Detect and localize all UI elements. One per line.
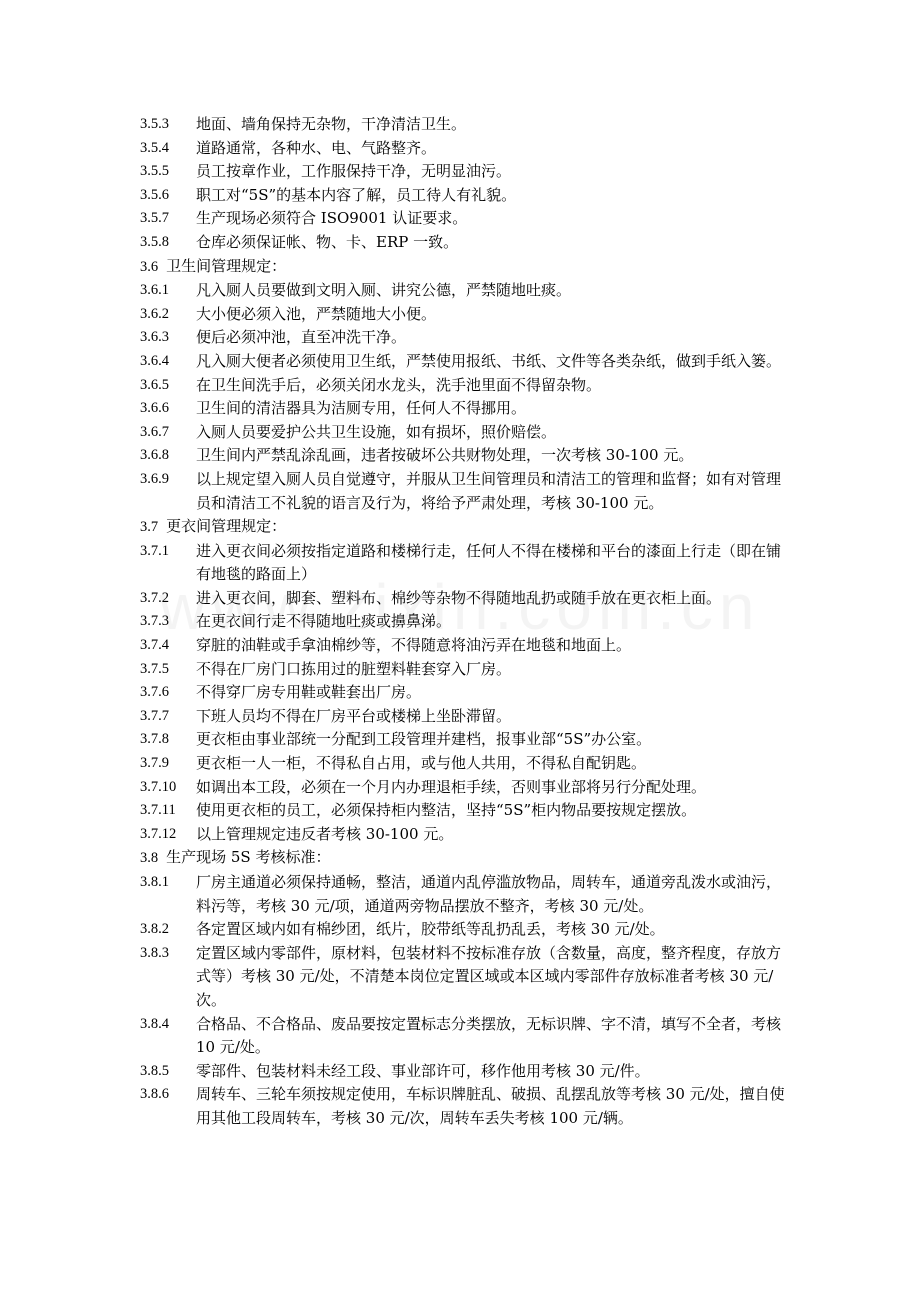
clause-number: 3.7.9 — [140, 755, 169, 772]
clause-number: 3.8.2 — [140, 921, 169, 938]
clause-text: 职工对“5S”的基本内容了解，员工待人有礼貌。 — [196, 185, 517, 204]
clause-item — [140, 918, 785, 942]
clause-number: 3.5.4 — [140, 139, 169, 156]
clause-number: 3.6.4 — [140, 352, 169, 369]
clause-text: 在更衣间行走不得随地吐痰或擤鼻涕。 — [196, 612, 452, 631]
clause-text: 地面、墙角保持无杂物，干净清洁卫生。 — [196, 115, 467, 133]
section-heading-number: 3.6 — [140, 258, 159, 275]
clause-text: 定置区域内零部件，原材料，包装材料不按标准存放（含数量，高度，整齐程度，存放方式等）考核 30 元/处，不清楚本岗位定置区域或本区域内零部件存放标准者考核 30 元/次。 — [196, 943, 782, 1009]
clause-number: 3.5.6 — [140, 186, 169, 203]
clause-text: 如调出本工段，必须在一个月内办理退柜手续，否则事业部将另行分配处理。 — [196, 777, 707, 796]
clause-item — [140, 587, 785, 611]
clause-text: 以上管理规定违反者考核 30-100 元。 — [196, 824, 454, 843]
clause-number: 3.7.1 — [140, 542, 169, 559]
section-heading — [140, 515, 785, 540]
clause-text: 进入更衣间必须按指定道路和楼梯行走，任何人不得在楼梯和平台的漆面上行走（即在铺有地毯的路面上） — [196, 541, 782, 584]
clause-number: 3.7.2 — [140, 589, 169, 606]
clause-number: 3.6.7 — [140, 423, 169, 440]
clause-number: 3.5.5 — [140, 163, 169, 180]
clause-item — [140, 776, 785, 800]
clause-item — [140, 444, 785, 468]
clause-item — [140, 468, 785, 515]
section-heading-text: 生产现场 5S 考核标准： — [166, 848, 331, 867]
clause-text: 穿脏的油鞋或手拿油棉纱等，不得随意将油污弄在地毯和地面上。 — [196, 636, 632, 655]
clause-item — [140, 705, 785, 729]
clause-item — [140, 137, 785, 161]
document-body — [140, 113, 785, 1131]
clause-text: 合格品、不合格品、废品要按定置标志分类摆放，无标识牌、字不清，填写不全者，考核 10 元/处。 — [196, 1014, 782, 1057]
clause-item — [140, 303, 785, 327]
clause-text: 以上规定望入厕人员自觉遵守，并服从卫生间管理员和清洁工的管理和监督；如有对管理员和清洁工不礼貌的语言及行为，将给予严肃处理，考核 30-100 元。 — [196, 469, 782, 512]
clause-item — [140, 1060, 785, 1084]
clause-item — [140, 397, 785, 421]
clause-item — [140, 184, 785, 208]
clause-text: 卫生间内严禁乱涂乱画，违者按破坏公共财物处理，一次考核 30-100 元。 — [196, 446, 694, 465]
clause-number: 3.5.3 — [140, 116, 169, 132]
clause-item — [140, 728, 785, 752]
clause-number: 3.6.3 — [140, 329, 169, 346]
clause-text: 凡入厕人员要做到文明入厕、讲究公德，严禁随地吐痰。 — [196, 281, 572, 300]
clause-item — [140, 942, 785, 1013]
clause-number: 3.7.5 — [140, 660, 169, 677]
section-heading-text: 卫生间管理规定： — [166, 256, 287, 275]
clause-number: 3.7.10 — [140, 778, 177, 795]
clause-text: 零部件、包装材料未经工段、事业部许可，移作他用考核 30 元/件。 — [196, 1061, 650, 1080]
clause-item — [140, 799, 785, 823]
clause-number: 3.7.12 — [140, 825, 177, 842]
clause-item — [140, 207, 785, 231]
clause-item — [140, 610, 785, 634]
clause-text: 更衣柜由事业部统一分配到工段管理并建档，报事业部“5S”办公室。 — [196, 730, 652, 749]
clause-number: 3.7.8 — [140, 731, 169, 748]
clause-item — [140, 540, 785, 587]
clause-text: 员工按章作业，工作服保持干净，无明显油污。 — [196, 162, 512, 181]
clause-item — [140, 350, 785, 374]
clause-text: 周转车、三轮车须按规定使用，车标识牌脏乱、破损、乱摆乱放等考核 30 元/处，擅自使用其他工段周转车，考核 30 元/次，周转车丢失考核 100 元/辆。 — [196, 1085, 785, 1127]
clause-text: 道路通常，各种水、电、气路整齐。 — [196, 138, 437, 157]
clause-item — [140, 160, 785, 184]
clause-text: 仓库必须保证帐、物、卡、ERP 一致。 — [196, 232, 459, 251]
clause-item — [140, 658, 785, 682]
clause-number: 3.8.1 — [140, 874, 169, 890]
clause-number: 3.7.3 — [140, 613, 169, 630]
clause-number: 3.8.5 — [140, 1062, 169, 1079]
clause-text: 使用更衣柜的员工，必须保持柜内整洁，坚持“5S”柜内物品要按规定摆放。 — [196, 801, 697, 820]
clause-item — [140, 231, 785, 255]
clause-number: 3.7.6 — [140, 684, 169, 701]
clause-number: 3.5.8 — [140, 233, 169, 250]
clause-item — [140, 871, 785, 918]
clause-number: 3.7.11 — [140, 802, 176, 819]
clause-item — [140, 752, 785, 776]
clause-text: 便后必须冲池，直至冲洗干净。 — [196, 328, 407, 347]
clause-number: 3.8.4 — [140, 1015, 169, 1032]
clause-item — [140, 634, 785, 658]
clause-number: 3.8.6 — [140, 1086, 169, 1103]
clause-number: 3.7.7 — [140, 707, 169, 724]
section-heading-number: 3.8 — [140, 850, 159, 867]
clause-text: 入厕人员要爱护公共卫生设施，如有损坏，照价赔偿。 — [196, 422, 557, 441]
clause-item — [140, 681, 785, 705]
clause-text: 下班人员均不得在厂房平台或楼梯上坐卧滞留。 — [196, 706, 512, 725]
clause-text: 卫生间的清洁器具为洁厕专用，任何人不得挪用。 — [196, 399, 527, 418]
clause-number: 3.8.3 — [140, 944, 169, 961]
clause-text: 大小便必须入池，严禁随地大小便。 — [196, 304, 437, 323]
clause-text: 进入更衣间，脚套、塑料布、棉纱等杂物不得随地乱扔或随手放在更衣柜上面。 — [196, 588, 722, 607]
clause-text: 厂房主通道必须保持通畅，整洁，通道内乱停滥放物品，周转车，通道旁乱泼水或油污，料污等，考核 30 元/项，通道两旁物品摆放不整齐，考核 30 元/处。 — [196, 873, 782, 915]
clause-number: 3.7.4 — [140, 637, 169, 654]
clause-number: 3.6.6 — [140, 400, 169, 417]
clause-text: 不得穿厂房专用鞋或鞋套出厂房。 — [196, 683, 422, 702]
clause-number: 3.6.5 — [140, 376, 169, 393]
clause-item — [140, 1083, 785, 1130]
clause-text: 生产现场必须符合 ISO9001 认证要求。 — [196, 209, 468, 228]
clause-item — [140, 326, 785, 350]
section-heading — [140, 255, 785, 280]
clause-text: 不得在厂房门口拣用过的脏塑料鞋套穿入厂房。 — [196, 659, 512, 678]
section-heading-number: 3.7 — [140, 519, 159, 536]
clause-text: 凡入厕大便者必须使用卫生纸，严禁使用报纸、书纸、文件等各类杂纸，做到手纸入篓。 — [196, 351, 782, 370]
clause-number: 3.6.9 — [140, 470, 169, 487]
clause-number: 3.6.1 — [140, 282, 169, 299]
clause-text: 各定置区域内如有棉纱团，纸片，胶带纸等乱扔乱丢，考核 30 元/处。 — [196, 920, 665, 939]
clause-item — [140, 421, 785, 445]
clause-number: 3.6.8 — [140, 447, 169, 464]
clause-item — [140, 823, 785, 847]
clause-number: 3.6.2 — [140, 305, 169, 322]
clause-text: 更衣柜一人一柜，不得私自占用，或与他人共用，不得私自配钥匙。 — [196, 754, 647, 773]
section-heading — [140, 846, 785, 871]
section-heading-text: 更衣间管理规定： — [166, 517, 287, 536]
clause-item — [140, 1013, 785, 1060]
clause-number: 3.5.7 — [140, 210, 169, 227]
clause-item — [140, 113, 785, 137]
clause-text: 在卫生间洗手后，必须关闭水龙头，洗手池里面不得留杂物。 — [196, 375, 602, 394]
clause-item — [140, 374, 785, 398]
clause-item — [140, 279, 785, 303]
